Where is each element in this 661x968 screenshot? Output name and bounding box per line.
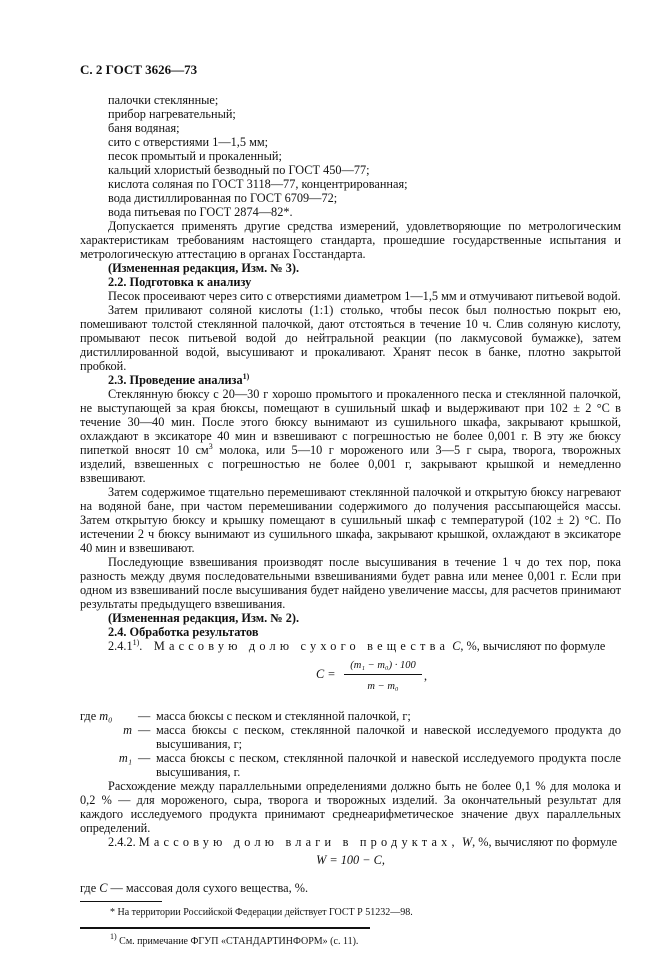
where-label: где xyxy=(80,881,97,895)
footnote-divider xyxy=(80,901,162,902)
section-heading: 2.4. Обработка результатов xyxy=(108,625,259,639)
dash: — xyxy=(138,709,151,723)
definition-row xyxy=(80,709,621,723)
formula-moisture: W = 100 − C, xyxy=(316,853,385,867)
paragraph: Последующие взвешивания производят после высушивания в течение 1 ч до тех пор, пока разность между двумя последовательными взвешиваниями будет равна или менее 0,001 г. Если при одном из взвешиваний после высушивания будет найдено увеличение массы, для расчетов принимают результаты предыдущего взвешивания. xyxy=(80,555,621,611)
where-label: где xyxy=(80,709,97,723)
definition-row xyxy=(80,751,621,779)
footnote-star: * На территории Российской Федерации действует ГОСТ Р 51232—98. xyxy=(110,907,413,918)
section-heading: 2.2. Подготовка к анализу xyxy=(108,275,252,289)
formula-denominator: m − m₀ xyxy=(367,681,399,692)
symbol: m xyxy=(123,723,132,737)
clause-number: 2.4.1 xyxy=(108,639,133,653)
variable: C xyxy=(99,881,108,895)
list-item: песок промытый и прокаленный; xyxy=(108,149,282,163)
text: — массовая доля сухого вещества, %. xyxy=(107,881,309,895)
paragraph xyxy=(80,835,621,849)
document-body xyxy=(80,93,621,895)
footnote-ref: 1) xyxy=(242,372,250,381)
page-header: С. 2 ГОСТ 3626—73 xyxy=(80,62,198,77)
definition-text: масса бюксы с песком и стеклянной палочкой, г; xyxy=(156,709,411,723)
text: Стеклянную бюксу с 20—30 г хорошо промытого и прокаленного песка и стеклянной палочкой, не выступающей за края бюксы, помещают в сушильный шкаф и выдерживают при 102 ± 2 °С в течение 30—40 мин. После этого бюксу вынимают из сушильного шкафа, закрывают крышкой, охлаждают в эксикаторе 40 мин и взвешивают с погрешностью не более 0,001 г. В эту же бюксу пипеткой вносят 10 см xyxy=(80,387,621,457)
footnotes xyxy=(80,901,621,948)
list-item: кислота соляная по ГОСТ 3118—77, концентрированная; xyxy=(108,177,408,191)
equipment-list xyxy=(80,93,621,219)
paragraph xyxy=(80,387,621,485)
list-item: прибор нагревательный; xyxy=(108,107,236,121)
text: , %, вычисляют по формуле xyxy=(460,639,606,653)
text: молока, или 5—10 г мороженого или 3—5 г сыра, творога, творожных изделий, взвешенных с погрешностью не более 0,001 г, закрывают крышкой и немедленно взвешивают. xyxy=(80,443,621,485)
footnote-1 xyxy=(80,932,621,948)
formula-comma: , xyxy=(424,669,428,683)
paragraph: Допускается применять другие средства измерений, удовлетворяющие по метрологическим характеристикам требованиям настоящего стандарта, прошедшие государственные испытания и метрологическую аттестацию в органах Госстандарта. xyxy=(80,219,621,261)
heading-text: 2.3. Проведение анализа xyxy=(108,373,243,387)
definition-row xyxy=(80,723,621,751)
superscript: 3 xyxy=(208,442,213,451)
footnote-divider xyxy=(80,927,370,929)
footnote-ref: 1) xyxy=(132,638,140,647)
symbol: m₀ xyxy=(99,709,113,723)
list-item: баня водяная; xyxy=(108,121,180,135)
dash: — xyxy=(138,751,151,765)
amendment-note: (Измененная редакция, Изм. № 3). xyxy=(108,261,300,275)
list-item: вода питьевая по ГОСТ 2874—82*. xyxy=(108,205,293,219)
clause-number: 2.4.2. xyxy=(108,835,136,849)
variable: C xyxy=(452,639,461,653)
variable-definitions xyxy=(80,709,621,779)
symbol: m₁ xyxy=(118,751,132,765)
paragraph: Затем приливают соляной кислоты (1:1) столько, чтобы песок был полностью покрыт ею, помешивают толстой стеклянной палочкой, дают отстояться в течение 10 ч. Слив соляную кислоту, промывают песок питьевой водой до нейтральной реакции (по лакмусовой бумажке), затем дистиллированной водой, высушивают и прокаливают. Хранят песок в банке, плотно закрытой пробкой. xyxy=(80,303,621,373)
list-item: кальций хлористый безводный по ГОСТ 450—77; xyxy=(108,163,370,177)
amendment-note: (Измененная редакция, Изм. № 2). xyxy=(108,611,300,625)
definition-text: масса бюксы с песком, стеклянной палочкой и навеской исследуемого продукта до высушивания, г; xyxy=(156,723,621,751)
list-item: вода дистиллированная по ГОСТ 6709—72; xyxy=(108,191,338,205)
section-heading xyxy=(80,373,621,387)
definition-text: масса бюксы с песком, стеклянной палочкой и навеской исследуемого продукта после высушивания, г. xyxy=(156,751,621,779)
footnote-text: См. примечание ФГУП «СТАНДАРТИНФОРМ» (с. 11). xyxy=(116,936,359,947)
list-item: палочки стеклянные; xyxy=(108,93,219,107)
paragraph xyxy=(80,639,621,653)
spaced-term: . Массовую долю сухого вещества xyxy=(139,639,450,653)
formula-dry-matter xyxy=(80,655,621,707)
formula-numerator: (m₁ − m₀) · 100 xyxy=(344,659,422,675)
paragraph: Расхождение между параллельными определениями должно быть не более 0,1 % для молока и 0,2 % — для мороженого, сыра, творога и творожных изделий. За окончательный результат для каждого исследуемого продукта принимают среднеарифметическое значение двух параллельных определений. xyxy=(80,779,621,835)
formula-lhs: C = xyxy=(316,667,336,681)
variable: W xyxy=(461,835,473,849)
spaced-term: Массовую долю влаги в продуктах, xyxy=(138,835,459,849)
paragraph: Затем содержимое тщательно перемешивают стеклянной палочкой и открытую бюксу нагревают на водяной бане, при частом перемешивании содержимого до получения рассыпающейся массы. Затем открытую бюксу и крышку помещают в сушильный шкаф с температурой (102 ± 2) °С. По истечении 2 ч бюксу вынимают из сушильного шкафа, закрывают крышкой, охлаждают в эксикаторе 40 мин и взвешивают. xyxy=(80,485,621,555)
dash: — xyxy=(138,723,151,737)
text: , %, вычисляют по формуле xyxy=(472,835,618,849)
list-item: сито с отверстиями 1—1,5 мм; xyxy=(108,135,269,149)
footnote-marker: 1) xyxy=(110,932,117,941)
where-c-line xyxy=(80,881,621,895)
paragraph: Песок просеивают через сито с отверстиями диаметром 1—1,5 мм и отмучивают питьевой водой. xyxy=(108,289,621,303)
